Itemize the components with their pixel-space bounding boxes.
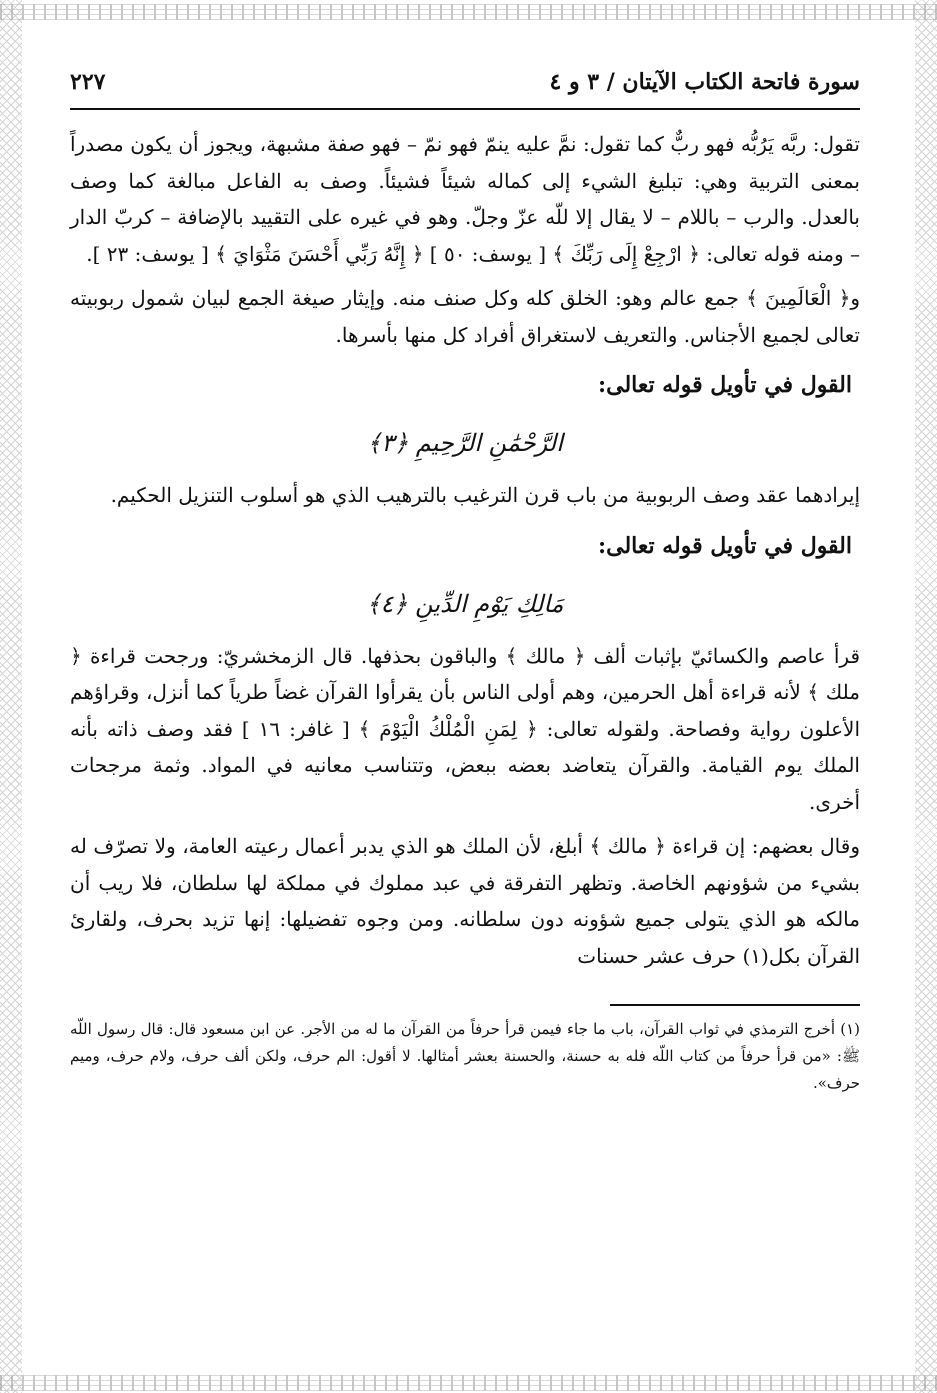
- paragraph-rabb-definition: تقول: ربَّه يَرُبُّه فهو ربٌّ كما تقول: نمَّ عليه ينمّ فهو نمّ – فهو صفة مشبهة، ويجوز أن يكون مصدراً بمعنى التربية وهي: تبليغ الشيء إلى كماله شيئاً فشيئاً. وصف به الفاعل مبالغة كما وصف بالعدل. والرب – باللام – لا يقال إلا للّه عزّ وجلّ. وهو في غيره على التقييد بالإضافة – كربّ الدار – ومنه قوله تعالى: ﴿ ارْجِعْ إِلَى رَبِّكَ ﴾ [ يوسف: ٥٠ ] ﴿ إِنَّهُ رَبِّي أَحْسَنَ مَثْوَايَ ﴾ [ يوسف: ٢٣ ].: [70, 132, 860, 266]
- book-page: [70, 60, 860, 1360]
- paragraph-readings: قرأ عاصم والكسائيّ بإثبات ألف ﴿ مالك ﴾ والباقون بحذفها. قال الزمخشريّ: ورجحت قراءة ﴿ ملك ﴾ لأنه قراءة أهل الحرمين، وهم أولى الناس بأن يقرأوا القرآن غضاً طرياً كما أنزل، وقراؤهم الأعلون رواية وفصاحة. ولقوله تعالى: ﴿ لِمَنِ الْمُلْكُ الْيَوْمَ ﴾ [ غافر: ١٦ ] فقد وصف ذاته بأنه الملك يوم القيامة. والقرآن يتعاضد بعضه ببعض، وتتناسب معانيه في المواد. وثمة مرجحات أخرى.: [70, 643, 861, 814]
- ornamental-border-bottom: [0, 1375, 937, 1391]
- footnote-separator: [610, 1004, 860, 1006]
- quran-verse-3: الرَّحْمَٰنِ الرَّحِيمِ ﴿٣﴾: [367, 429, 563, 457]
- page-header: [70, 60, 860, 110]
- paragraph-malik-preference: وقال بعضهم: إن قراءة ﴿ مالك ﴾ أبلغ، لأن الملك هو الذي يدبر أعمال رعيته العامة، ولا تصرّف له بشيء من شؤونهم الخاصة. وتظهر التفرقة في عبد مملوك في مملكة لها سلطان، فلا ريب أن مالكه هو الذي يتولى جميع شؤونه دون سلطانه. ومن وجوه تفضيلها: إنها تزيد بحرف، ولقارئ القرآن بكل(١) حرف عشر حسنات: [70, 834, 860, 968]
- running-title: سورة فاتحة الكتاب الآيتان / ٣ و ٤: [549, 69, 860, 95]
- paragraph-verse-3-commentary: إيرادهما عقد وصف الربوبية من باب قرن الترغيب بالترهيب الذي هو أسلوب التنزيل الحكيم.: [110, 483, 860, 507]
- ornamental-border-top: [0, 4, 937, 20]
- ornamental-border-left: [0, 0, 22, 1393]
- quran-verse-4: مَالِكِ يَوْمِ الدِّينِ ﴿٤﴾: [366, 589, 564, 618]
- ornamental-border-right: [915, 0, 937, 1393]
- paragraph-alamin: و﴿ الْعَالَمِينَ ﴾ جمع عالم وهو: الخلق كله وكل صنف منه. وإيثار صيغة الجمع لبيان شمول ربوبيته تعالى لجميع الأجناس. والتعريف لاستغراق أفراد كل منها بأسرها.: [70, 286, 860, 347]
- section-heading-verse-4: القول في تأويل قوله تعالى:: [598, 532, 852, 559]
- page-number: ٢٢٧: [70, 69, 106, 95]
- footnote: (١) أخرج الترمذي في ثواب القرآن، باب ما جاء فيمن قرأ حرفاً من القرآن ما له من الأجر. عن ابن مسعود قال: قال رسول اللّه ﷺ: «من قرأ حرفاً من كتاب اللّه فله به حسنة، والحسنة بعشر أمثالها. لا أقول: الم حرف، ولكن ألف حرف، ولام حرف، وميم حرف».: [70, 1020, 860, 1092]
- section-heading-verse-3: القول في تأويل قوله تعالى:: [598, 372, 852, 398]
